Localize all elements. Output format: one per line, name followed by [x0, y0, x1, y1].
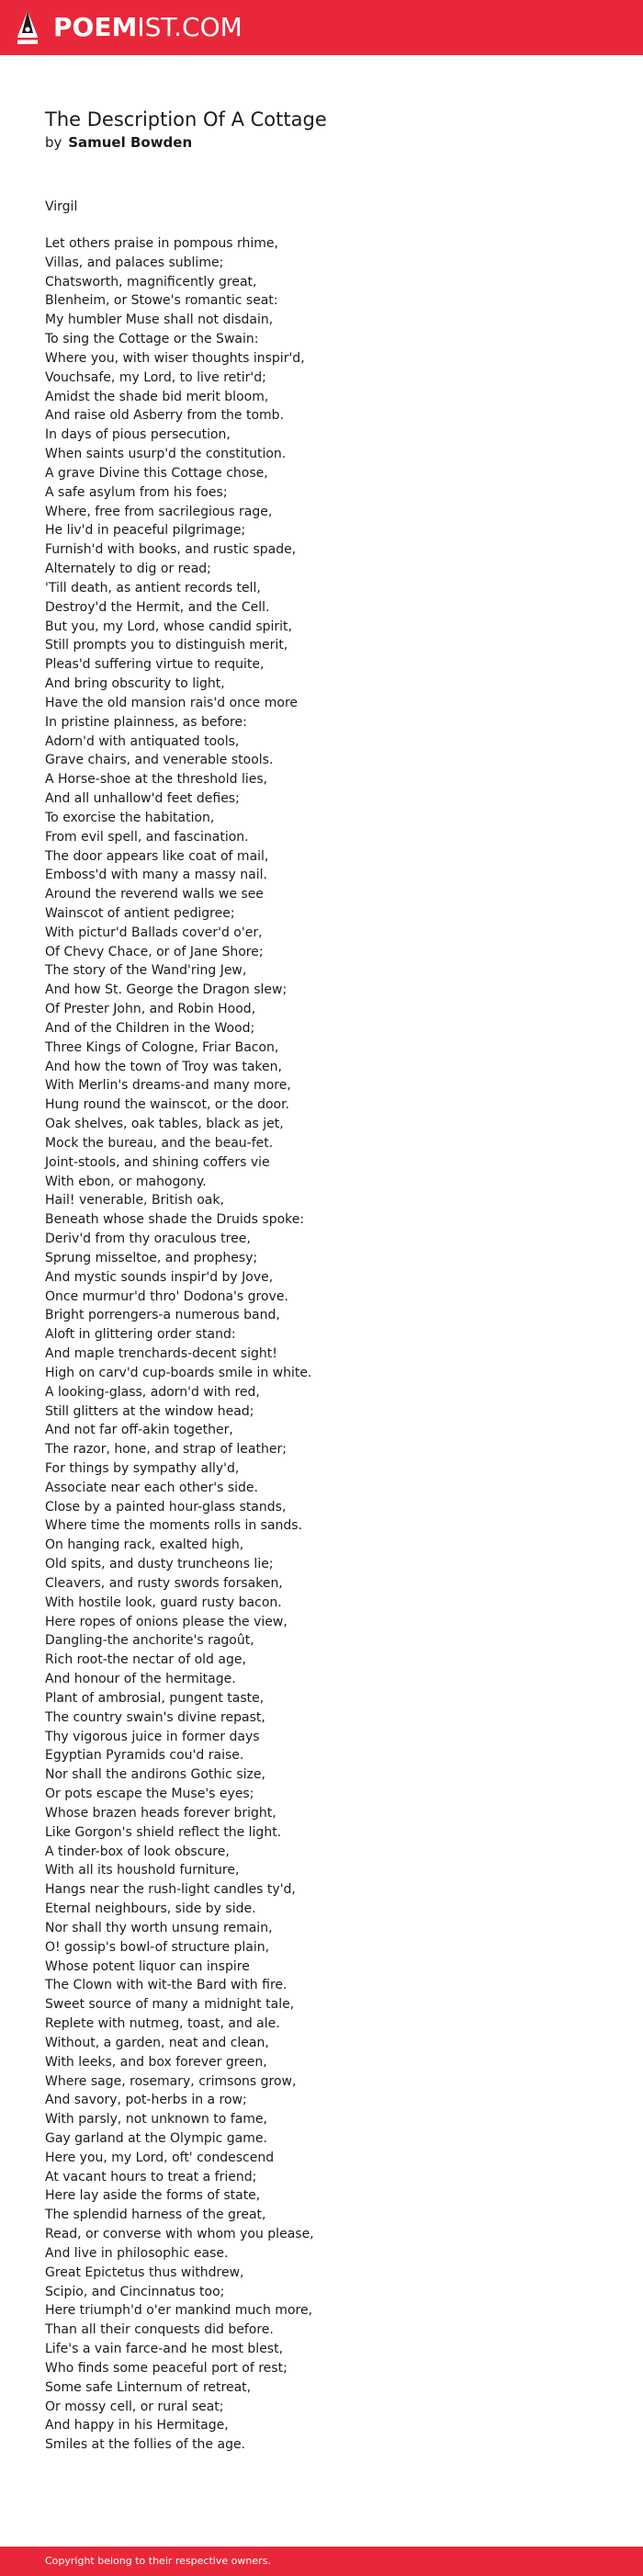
poem-line: Hung round the wainscot, or the door. — [45, 1097, 290, 1113]
poem-line: The story of the Wand'ring Jew, — [45, 963, 247, 979]
author-link[interactable]: Samuel Bowden — [68, 134, 193, 151]
poem-line: High on carv'd cup-boards smile in white. — [45, 1365, 312, 1380]
poem-line: A Horse-shoe at the threshold lies, — [45, 772, 268, 788]
poem-line: Where you, with wiser thoughts inspir'd, — [45, 350, 305, 366]
poem-line: Associate near each other's side. — [45, 1480, 258, 1495]
poem-line: Hangs near the rush-light candles ty'd, — [45, 1882, 296, 1898]
poem-line: My humbler Muse shall not disdain, — [45, 312, 274, 328]
poem-line: Villas, and palaces sublime; — [45, 255, 224, 270]
poem-line: Or mossy cell, or rural seat; — [45, 2399, 224, 2414]
site-logo-text — [53, 9, 243, 46]
site-footer — [0, 2547, 643, 2576]
site-header — [0, 0, 643, 55]
poem-line: Whose brazen heads forever bright, — [45, 1805, 276, 1821]
poem-line: The country swain's divine repast, — [45, 1709, 265, 1725]
poem-line: In days of pious persecution, — [45, 427, 231, 443]
poem-line: A tinder-box of look obscure, — [45, 1844, 230, 1859]
poem-line: Wainscot of antient pedigree; — [45, 905, 235, 921]
poem-line: Cleavers, and rusty swords forsaken, — [45, 1575, 283, 1591]
poem-line: At vacant hours to treat a friend; — [45, 2169, 257, 2184]
poem-line: With leeks, and box forever green, — [45, 2054, 267, 2070]
poem-line: Thy vigorous juice in former days — [45, 1729, 260, 1744]
poem-line: Great Epictetus thus withdrew, — [45, 2264, 244, 2280]
poem-line: And maple trenchards-decent sight! — [45, 1346, 277, 1362]
poem-line: A grave Divine this Cottage chose, — [45, 465, 268, 481]
poem-line: Scipio, and Cincinnatus too; — [45, 2284, 225, 2299]
poem-line: A safe asylum from his foes; — [45, 484, 228, 500]
poem-line: Whose potent liquor can inspire — [45, 1958, 250, 1974]
poem-line: To sing the Cottage or the Swain: — [45, 332, 259, 347]
poem-line: Nor shall thy worth unsung remain, — [45, 1920, 273, 1935]
poem-line: Still prompts you to distinguish merit, — [45, 638, 288, 653]
poem-line: Still glitters at the window head; — [45, 1403, 254, 1419]
poem-line: Plant of ambrosial, pungent taste, — [45, 1690, 265, 1706]
poem-line: Pleas'd suffering virtue to requite, — [45, 657, 265, 673]
poem-line: Life's a vain farce-and he most blest, — [45, 2342, 284, 2357]
poem-line: A looking-glass, adorn'd with red, — [45, 1384, 260, 1400]
poem-line: And all unhallow'd feet defies; — [45, 791, 240, 807]
poem-line: Old spits, and dusty truncheons lie; — [45, 1557, 274, 1572]
poem-line: From evil spell, and fascination. — [45, 829, 249, 845]
poem-line: And savory, pot-herbs in a row; — [45, 2093, 247, 2108]
poem-line: And mystic sounds inspir'd by Jove, — [45, 1269, 274, 1285]
poem-line: Smiles at the follies of the age. — [45, 2437, 246, 2453]
poem-line: Who finds some peaceful port of rest; — [45, 2360, 288, 2376]
poem-content — [45, 107, 596, 2455]
poem-line: Replete with nutmeg, toast, and ale. — [45, 2016, 280, 2032]
poem-line: Here you, my Lord, oft' condescend — [45, 2150, 275, 2165]
poem-line: Hail! venerable, British oak, — [45, 1193, 224, 1209]
poem-line: And live in philosophic ease. — [45, 2245, 229, 2261]
poem-line: With parsly, not unknown to fame, — [45, 2112, 267, 2128]
poem-line: Joint-stools, and shining coffers vie — [45, 1154, 270, 1170]
poem-line: Oak shelves, oak tables, black as jet, — [45, 1117, 284, 1132]
poem-line: Chatsworth, magnificently great, — [45, 274, 257, 289]
poem-line: Or pots escape the Muse's eyes; — [45, 1787, 254, 1802]
poem-line: In pristine plainness, as before: — [45, 714, 247, 730]
poem-line: The door appears like coat of mail, — [45, 848, 269, 864]
poem-line: Close by a painted hour-glass stands, — [45, 1499, 287, 1515]
poem-line: With Merlin's dreams-and many more, — [45, 1078, 291, 1094]
poem-line: Around the reverend walls we see — [45, 887, 264, 902]
poem-line: Like Gorgon's shield reflect the light. — [45, 1824, 282, 1840]
poem-line: Adorn'd with antiquated tools, — [45, 733, 240, 749]
poem-line: Amidst the shade bid merit bloom, — [45, 389, 269, 404]
poem-line: Here lay aside the forms of state, — [45, 2188, 261, 2204]
poem-line: He liv'd in peaceful pilgrimage; — [45, 523, 246, 539]
poem-line: And how the town of Troy was taken, — [45, 1059, 282, 1074]
poem-line: Three Kings of Cologne, Friar Bacon, — [45, 1039, 279, 1055]
poem-line: Sweet source of many a midnight tale, — [45, 1997, 295, 2013]
poem-line: Egyptian Pyramids cou'd raise. — [45, 1748, 244, 1764]
poem-line: Here triumph'd o'er mankind much more, — [45, 2303, 313, 2319]
poem-line: Grave chairs, and venerable stools. — [45, 753, 274, 768]
poem-line: Aloft in glittering order stand: — [45, 1327, 236, 1343]
poem-line: And raise old Asberry from the tomb. — [45, 408, 285, 424]
poem-line: Of Prester John, and Robin Hood, — [45, 1002, 256, 1017]
poem-line: And bring obscurity to light, — [45, 676, 225, 692]
poem-line: Once murmur'd thro' Dodona's grove. — [45, 1288, 288, 1304]
poem-line: On hanging rack, exalted high, — [45, 1538, 244, 1553]
poem-line: O! gossip's bowl-of structure plain, — [45, 1939, 270, 1955]
poem-line: With pictur'd Ballads cover'd o'er, — [45, 925, 263, 940]
poem-line: Where, free from sacrilegious rage, — [45, 504, 273, 519]
poem-line: Some safe Linternum of retreat, — [45, 2379, 252, 2395]
poem-line: And not far off-akin together, — [45, 1423, 233, 1438]
poem-line: With all its houshold furniture, — [45, 1863, 240, 1878]
poem-line: Blenheim, or Stowe's romantic seat: — [45, 293, 278, 309]
poem-line: Where time the moments rolls in sands. — [45, 1518, 303, 1534]
poem-line: Let others praise in pompous rhime, — [45, 236, 278, 251]
logo-bold-text: POEM — [53, 12, 138, 42]
poem-line: Than all their conquests did before. — [45, 2322, 274, 2338]
poem-line: Sprung misseltoe, and prophesy; — [45, 1250, 258, 1265]
poem-line: Mock the bureau, and the beau-fet. — [45, 1135, 274, 1151]
pen-nib-icon — [15, 9, 40, 46]
by-label: by — [45, 134, 62, 151]
poem-line: For things by sympathy ally'd, — [45, 1461, 240, 1476]
poem-line: The razor, hone, and strap of leather; — [45, 1442, 287, 1458]
poem-line: Read, or converse with whom you please, — [45, 2227, 314, 2242]
poem-title: The Description Of A Cottage — [45, 108, 327, 131]
poem-line: With hostile look, guard rusty bacon. — [45, 1594, 282, 1610]
poem-line: Destroy'd the Hermit, and the Cell. — [45, 599, 270, 615]
poem-line: Eternal neighbours, side by side. — [45, 1901, 256, 1917]
poem-line: Where sage, rosemary, crimsons grow, — [45, 2073, 297, 2089]
poem-line: And of the Children in the Wood; — [45, 1020, 255, 1036]
poem-epigraph: Virgil — [45, 199, 78, 214]
poem-line: Emboss'd with many a massy nail. — [45, 868, 267, 883]
poem-line: To exorcise the habitation, — [45, 810, 215, 825]
poem-line: And honour of the hermitage. — [45, 1672, 236, 1687]
poem-line: The Clown with wit-the Bard with fire. — [45, 1978, 288, 1993]
poem-line: The splendid harness of the great, — [45, 2207, 266, 2223]
poem-line: When saints usurp'd the constitution. — [45, 447, 287, 462]
poem-line: Vouchsafe, my Lord, to live retir'd; — [45, 369, 266, 385]
poem-line: Nor shall the andirons Gothic size, — [45, 1767, 265, 1783]
poem-line: Of Chevy Chace, or of Jane Shore; — [45, 944, 264, 959]
poem-byline — [45, 133, 596, 152]
poem-line: Dangling-the anchorite's ragoût, — [45, 1633, 254, 1649]
poem-line: And how St. George the Dragon slew; — [45, 982, 288, 998]
poem-line: 'Till death, as antient records tell, — [45, 580, 261, 596]
poem-body — [45, 234, 596, 2455]
poem-line: Beneath whose shade the Druids spoke: — [45, 1212, 305, 1228]
poem-line: But you, my Lord, whose candid spirit, — [45, 618, 292, 634]
poem-line: Furnish'd with books, and rustic spade, — [45, 542, 297, 558]
logo-light-text: IST.COM — [137, 12, 243, 42]
poem-line: Without, a garden, neat and clean, — [45, 2035, 269, 2050]
poem-line: With ebon, or mahogony. — [45, 1174, 207, 1189]
poem-line: Bright porrengers-a numerous band, — [45, 1308, 280, 1323]
copyright-text: Copyright belong to their respective owners. — [45, 2555, 271, 2567]
poem-line: Have the old mansion rais'd once more — [45, 695, 299, 710]
site-logo-link[interactable] — [15, 8, 243, 47]
poem-line: Alternately to dig or read; — [45, 562, 211, 577]
poem-line: And happy in his Hermitage, — [45, 2418, 229, 2434]
poem-line: Here ropes of onions please the view, — [45, 1614, 288, 1629]
poem-line: Deriv'd from thy oraculous tree, — [45, 1231, 251, 1247]
poem-line: Gay garland at the Olympic game. — [45, 2130, 267, 2146]
poem-line: Rich root-the nectar of old age, — [45, 1652, 246, 1668]
